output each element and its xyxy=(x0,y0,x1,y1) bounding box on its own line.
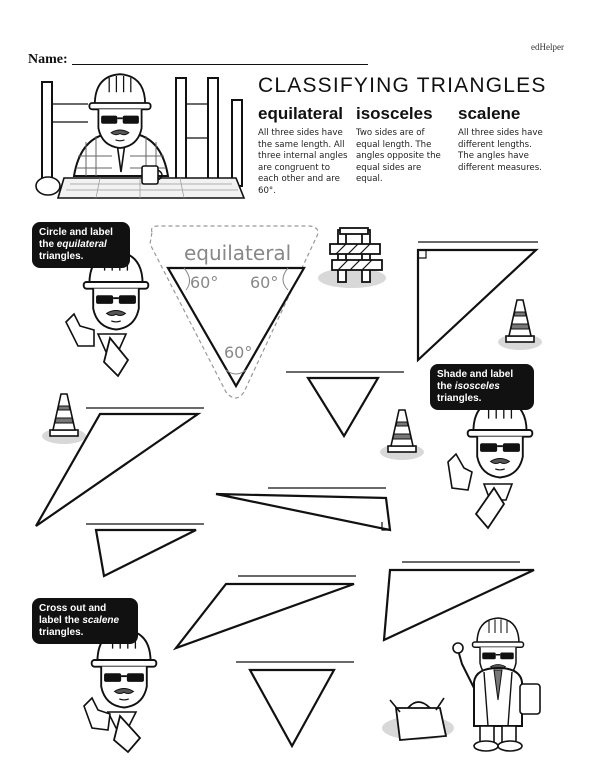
definition-text: Two sides are of equal length. The angles opposite the equal sides are equal. xyxy=(356,128,441,185)
triangle[interactable] xyxy=(176,584,354,648)
angle-label: 60° xyxy=(224,343,253,362)
definition-text: All three sides have different lengths. The angles have different measures. xyxy=(458,128,543,173)
triangle[interactable] xyxy=(96,530,196,576)
traffic-cone-icon xyxy=(498,300,542,350)
instruction-term: equilateral xyxy=(56,239,107,250)
brand-label: edHelper xyxy=(531,42,564,52)
instruction-bubble-equilateral xyxy=(32,222,130,268)
definition-term: isosceles xyxy=(356,104,433,123)
traffic-cone-icon xyxy=(380,410,424,460)
instruction-text: Cross out and label the xyxy=(39,603,107,626)
worksheet-title: CLASSIFYING TRIANGLES xyxy=(258,74,547,97)
instruction-term: scalene xyxy=(82,615,120,626)
instruction-text: triangles. xyxy=(437,393,482,404)
triangle[interactable] xyxy=(250,670,334,746)
triangle[interactable] xyxy=(216,494,390,530)
traffic-cone-icon xyxy=(42,394,86,444)
angle-label: 60° xyxy=(190,273,219,292)
instruction-text: Shade and label the xyxy=(437,369,514,392)
instruction-text: triangles. xyxy=(39,251,84,262)
instruction-bubble-isosceles xyxy=(430,364,534,410)
construction-worker-icon xyxy=(30,70,248,206)
instruction-text: triangles. xyxy=(39,627,84,638)
definition-term: equilateral xyxy=(258,104,344,123)
toolbox-icon xyxy=(382,698,454,740)
barricade-icon xyxy=(318,228,386,288)
construction-worker-icon xyxy=(448,400,532,528)
example-label: equilateral xyxy=(184,241,292,265)
triangle[interactable] xyxy=(308,378,378,436)
construction-worker-icon xyxy=(453,618,540,751)
definition-text: All three sides have the same length. All three internal angles are congruent to each other and are 60°. xyxy=(258,128,348,196)
instruction-term: isosceles xyxy=(454,381,500,392)
instruction-text: Circle and label the xyxy=(39,227,113,250)
name-label: Name: xyxy=(28,52,68,67)
construction-worker-icon xyxy=(66,252,148,376)
construction-worker-icon xyxy=(84,630,156,752)
definition-term: scalene xyxy=(458,104,521,123)
instruction-bubble-scalene xyxy=(32,598,138,644)
angle-label: 60° xyxy=(250,273,279,292)
